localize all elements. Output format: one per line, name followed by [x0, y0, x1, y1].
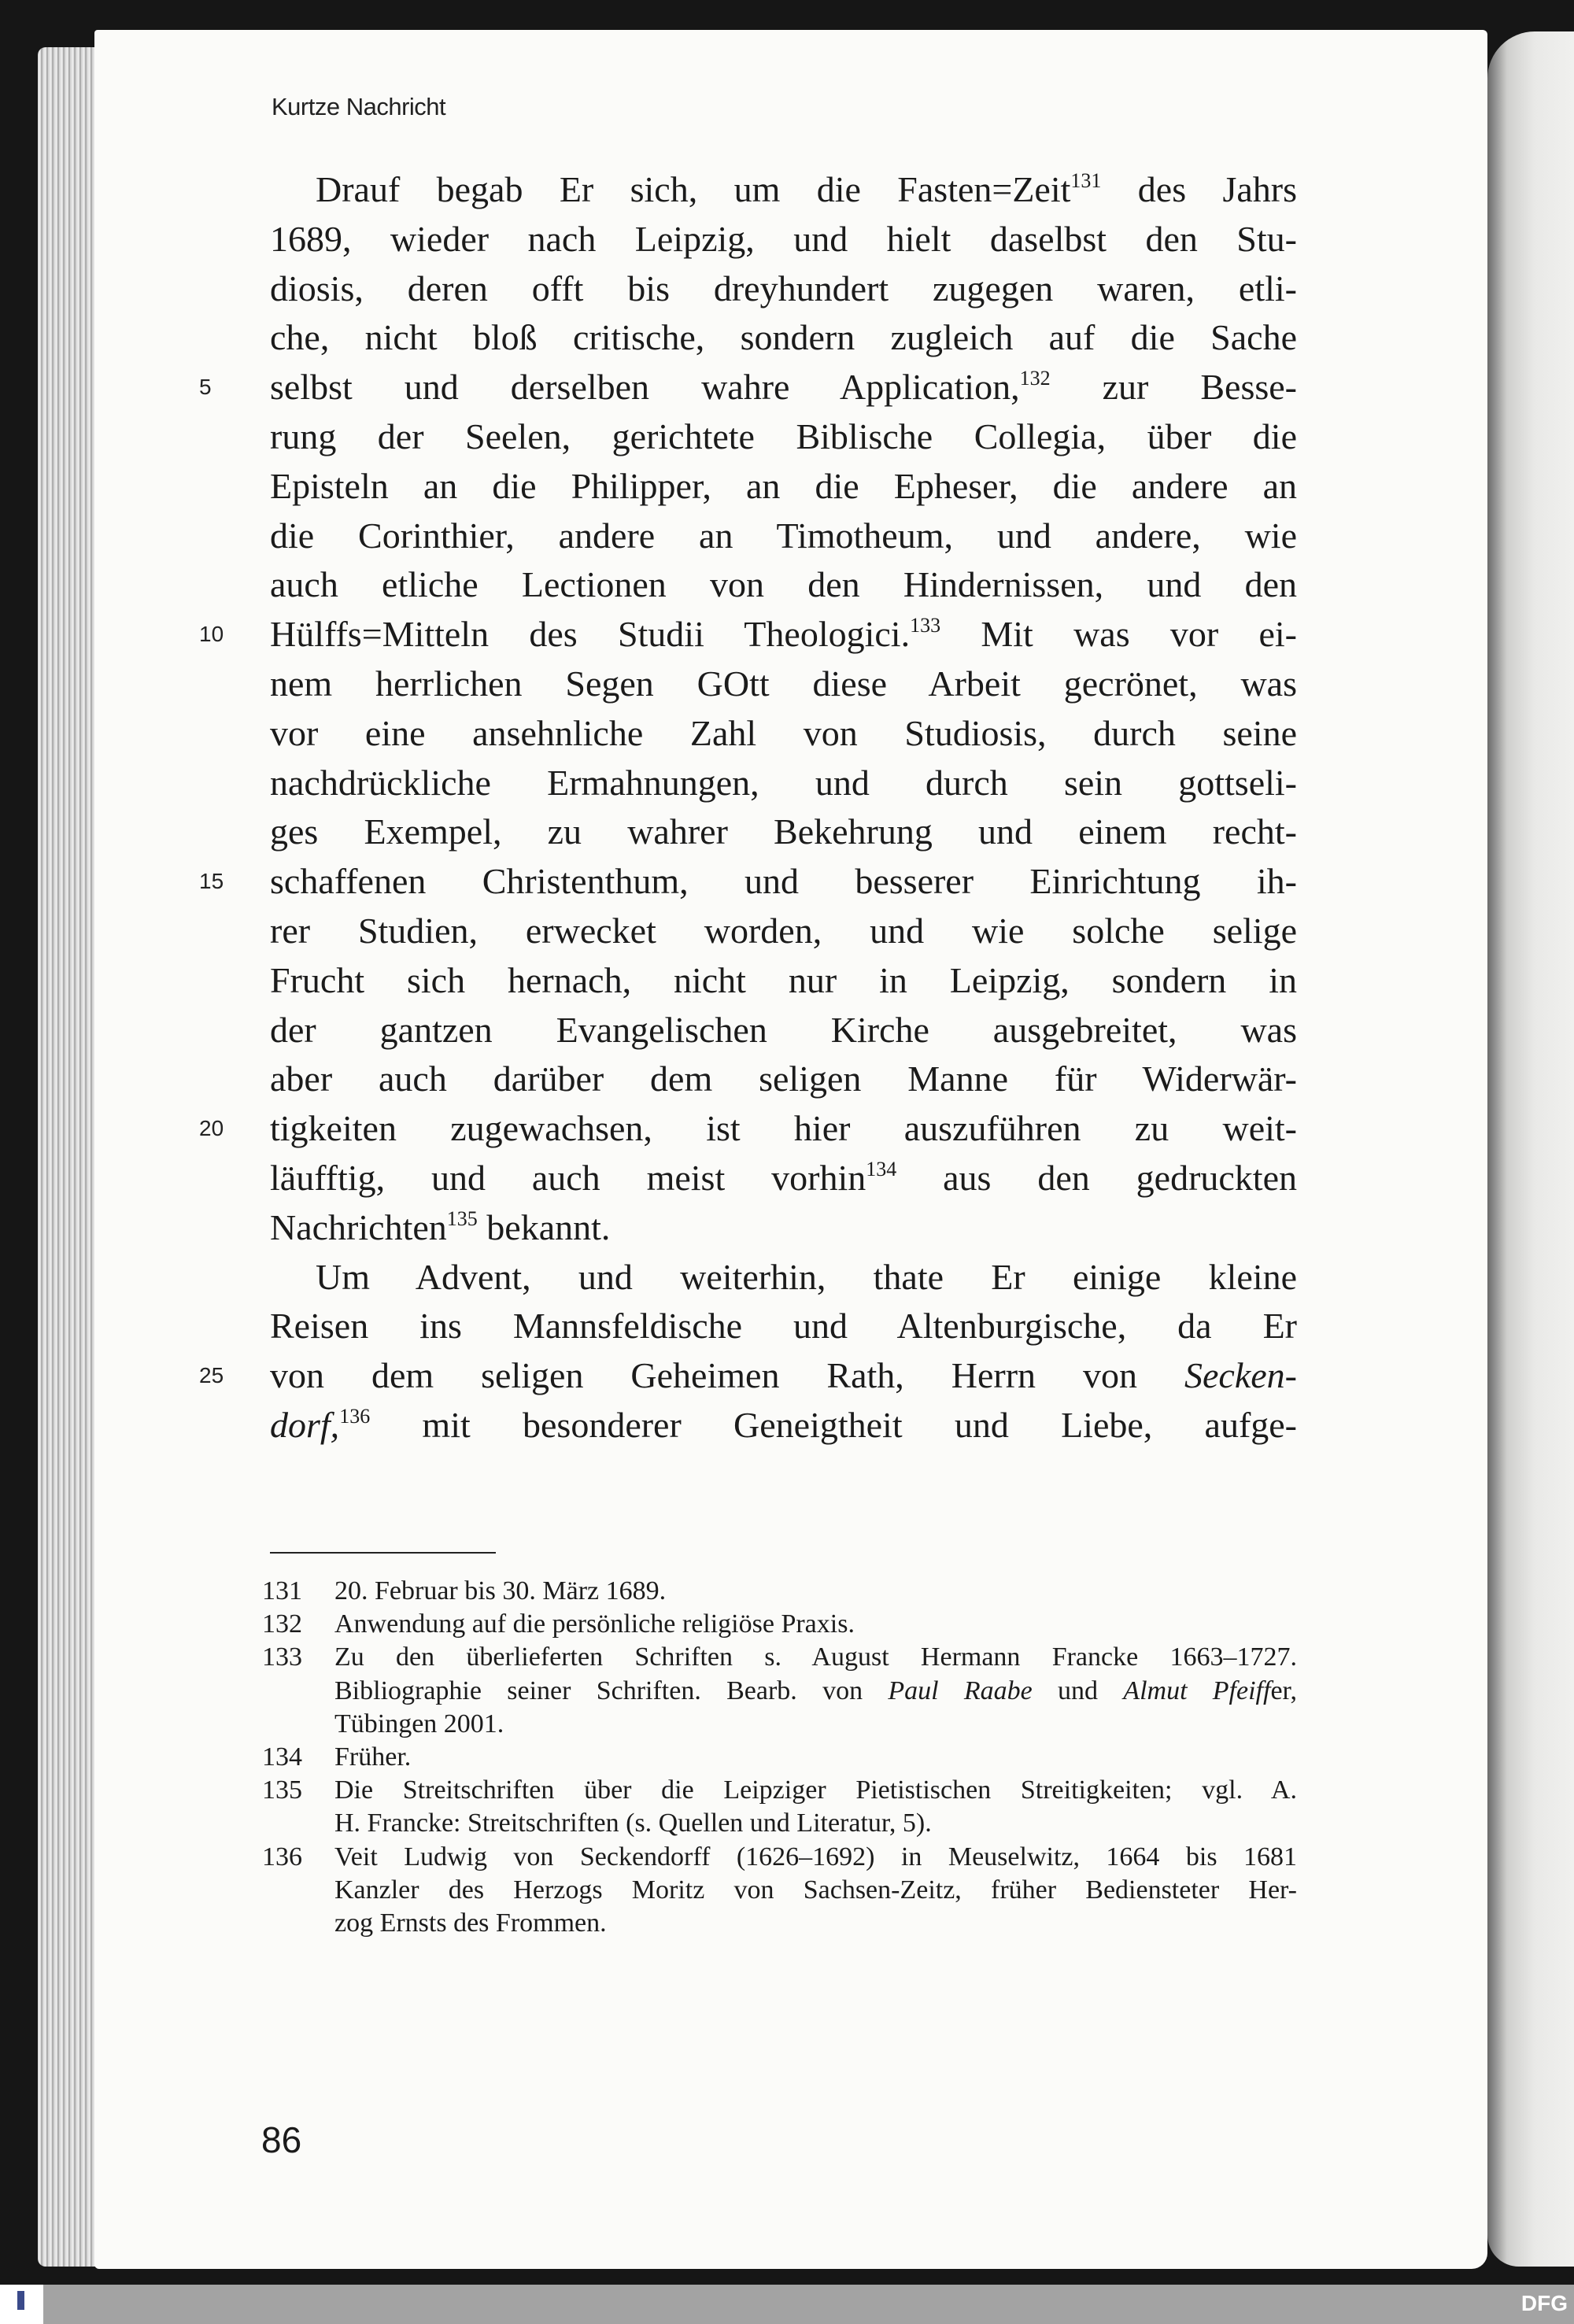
line-number: 25	[199, 1363, 224, 1388]
footnote-line	[262, 1575, 1297, 1608]
text-run: zog Ernsts des Frommen.	[334, 1908, 607, 1938]
body-line	[270, 1203, 1297, 1253]
page-number: 86	[261, 2119, 302, 2160]
text-run: bekannt.	[477, 1206, 611, 1247]
text-run: die Corinthier, andere an Timotheum, und andere, wie	[270, 515, 1297, 556]
body-line	[270, 807, 1297, 857]
text-run: Anwendung auf die persönliche religiöse Praxis.	[334, 1609, 855, 1639]
body-line	[270, 660, 1297, 709]
text-run: Nachrichten	[270, 1206, 447, 1247]
text-run: Zu den überlieferten Schriften s. August Hermann Francke 1663–1727.	[334, 1642, 1297, 1672]
footnote-ref: 131	[1070, 169, 1102, 192]
body-line	[199, 1351, 1297, 1401]
footnote-line	[262, 1641, 1297, 1674]
text-run: dorf,	[270, 1404, 340, 1445]
dfg-logo: DFG	[1520, 2291, 1568, 2315]
line-number: 15	[199, 869, 224, 894]
francke-logo	[0, 2285, 43, 2324]
text-run: der gantzen Evangelischen Kirche ausgebreitet, was	[270, 1009, 1297, 1050]
body-line	[270, 412, 1297, 462]
body-line	[270, 1055, 1297, 1104]
body-line	[270, 709, 1297, 759]
footnote-line	[262, 1608, 1297, 1641]
text-run: er,	[1270, 1676, 1297, 1705]
text-run: Tübingen 2001.	[334, 1709, 504, 1738]
body-line	[270, 215, 1297, 264]
body-line	[270, 1401, 1297, 1450]
footnote-ref: 133	[910, 614, 941, 637]
footnote-line	[262, 1774, 1297, 1807]
footnote-rule	[270, 1552, 496, 1554]
text-run: Die Streitschriften über die Leipziger Pietistischen Streitigkeiten; vgl. A.	[334, 1775, 1297, 1805]
viewer-footer-bar	[0, 2285, 1574, 2324]
body-line	[270, 1006, 1297, 1055]
body-line	[270, 907, 1297, 956]
text-run: H. Francke: Streitschriften (s. Quellen und Literatur, 5).	[334, 1809, 932, 1838]
text-run: rer Studien, erwecket worden, und wie solche selige	[270, 910, 1297, 951]
footnote-ref: 135	[446, 1206, 478, 1230]
text-run: Paul Raabe	[888, 1676, 1033, 1705]
footnote-number: 135	[262, 1775, 302, 1805]
text-run: 20. Februar bis 30. März 1689.	[334, 1576, 667, 1605]
text-run: von dem seligen Geheimen Rath, Herrn von	[270, 1355, 1184, 1396]
text-run: Hülffs=Mitteln des Studii Theologici.	[270, 614, 911, 655]
line-number: 20	[199, 1116, 224, 1141]
text-run: selbst und derselben wahre Application,	[270, 367, 1020, 408]
body-line	[270, 1253, 1297, 1302]
body-line	[270, 560, 1297, 610]
text-run: nachdrückliche Ermahnungen, und durch sein gottseli-	[270, 762, 1297, 803]
footnote-line	[262, 1741, 1297, 1774]
text-run: che, nicht bloß critische, sondern zugleich auf die Sache	[270, 317, 1297, 358]
text-run: tigkeiten zugewachsen, ist hier auszuführen zu weit-	[270, 1108, 1297, 1149]
text-run: Frucht sich hernach, nicht nur in Leipzig, sondern in	[270, 959, 1297, 1000]
text-run: aus den gedruckten	[896, 1157, 1297, 1198]
footnote-number: 134	[262, 1742, 302, 1772]
text-run: Bibliographie seiner Schriften. Bearb. von	[334, 1676, 889, 1705]
body-line	[270, 264, 1297, 314]
footnote-line	[270, 1874, 1297, 1907]
text-run: aber auch darüber dem seligen Manne für Widerwär-	[270, 1059, 1297, 1099]
text-run: rung der Seelen, gerichtete Biblische Collegia, über die	[270, 416, 1297, 456]
footnote-line	[262, 1841, 1297, 1874]
footnote-number: 133	[262, 1642, 302, 1672]
footnote-ref: 134	[866, 1157, 897, 1180]
footnote-number: 132	[262, 1609, 302, 1639]
text-run: diosis, deren offt bis dreyhundert zugegen waren, etli-	[270, 268, 1297, 309]
text-run: Episteln an die Philipper, an die Epheser, die andere an	[270, 465, 1297, 506]
footnote-line	[270, 1907, 1297, 1940]
body-line	[270, 512, 1297, 561]
text-run: Almut Pfeiff	[1123, 1676, 1271, 1705]
text-run: Veit Ludwig von Seckendorff (1626–1692) in Meuselwitz, 1664 bis 1681	[334, 1842, 1297, 1871]
body-line	[270, 165, 1297, 215]
text-run: nem herrlichen Segen GOtt diese Arbeit gecrönet, was	[270, 663, 1297, 704]
body-line	[270, 759, 1297, 808]
footnote-line	[270, 1675, 1297, 1708]
footnote-number: 136	[262, 1842, 302, 1871]
text-run: vor eine ansehnliche Zahl von Studiosis, durch seine	[270, 712, 1297, 753]
body-line	[270, 462, 1297, 512]
body-line	[199, 610, 1297, 660]
body-line	[270, 1302, 1297, 1351]
text-run: auch etliche Lectionen von den Hindernissen, und den	[270, 564, 1297, 605]
text-run: ges Exempel, zu wahrer Bekehrung und einem recht-	[270, 811, 1297, 852]
footnote-line	[270, 1807, 1297, 1840]
text-run: 1689, wieder nach Leipzig, und hielt daselbst den Stu-	[270, 218, 1297, 259]
text-run: Secken-	[1184, 1355, 1297, 1396]
body-text	[199, 165, 1298, 1450]
running-header: Kurtze Nachricht	[272, 93, 446, 120]
text-run: läufftig, und auch meist vorhin	[270, 1157, 866, 1198]
footnote-ref: 136	[339, 1404, 371, 1428]
body-line	[270, 1154, 1297, 1203]
text-run: mit besonderer Geneigtheit und Liebe, aufge-	[370, 1404, 1297, 1445]
footnote-ref: 132	[1019, 367, 1051, 390]
text-run: Früher.	[334, 1742, 412, 1772]
footnote-line	[270, 1708, 1297, 1741]
text-run: und	[1032, 1676, 1124, 1705]
text-run: Reisen ins Mannsfeldische und Altenburgische, da Er	[270, 1306, 1297, 1347]
tower-icon	[17, 2291, 24, 2310]
body-line	[270, 313, 1297, 363]
text-run: Mit was vor ei-	[940, 614, 1297, 655]
footnotes	[262, 1575, 1297, 1940]
body-line	[199, 363, 1297, 412]
line-number: 10	[199, 622, 224, 647]
text-run: Um Advent, und weiterhin, thate Er einige kleine	[316, 1256, 1297, 1297]
body-line	[199, 857, 1297, 907]
next-page-edge	[1487, 31, 1574, 2267]
text-run: Drauf begab Er sich, um die Fasten=Zeit	[316, 169, 1071, 209]
footnote-number: 131	[262, 1576, 302, 1605]
text-run: schaffenen Christenthum, und besserer Einrichtung ih-	[270, 861, 1297, 902]
text-run: Kanzler des Herzogs Moritz von Sachsen-Zeitz, früher Bediensteter Her-	[334, 1875, 1297, 1905]
text-run: des Jahrs	[1101, 169, 1298, 209]
body-line	[270, 956, 1297, 1006]
line-number: 5	[199, 375, 212, 400]
body-line	[199, 1104, 1297, 1154]
text-run: zur Besse-	[1050, 367, 1297, 408]
